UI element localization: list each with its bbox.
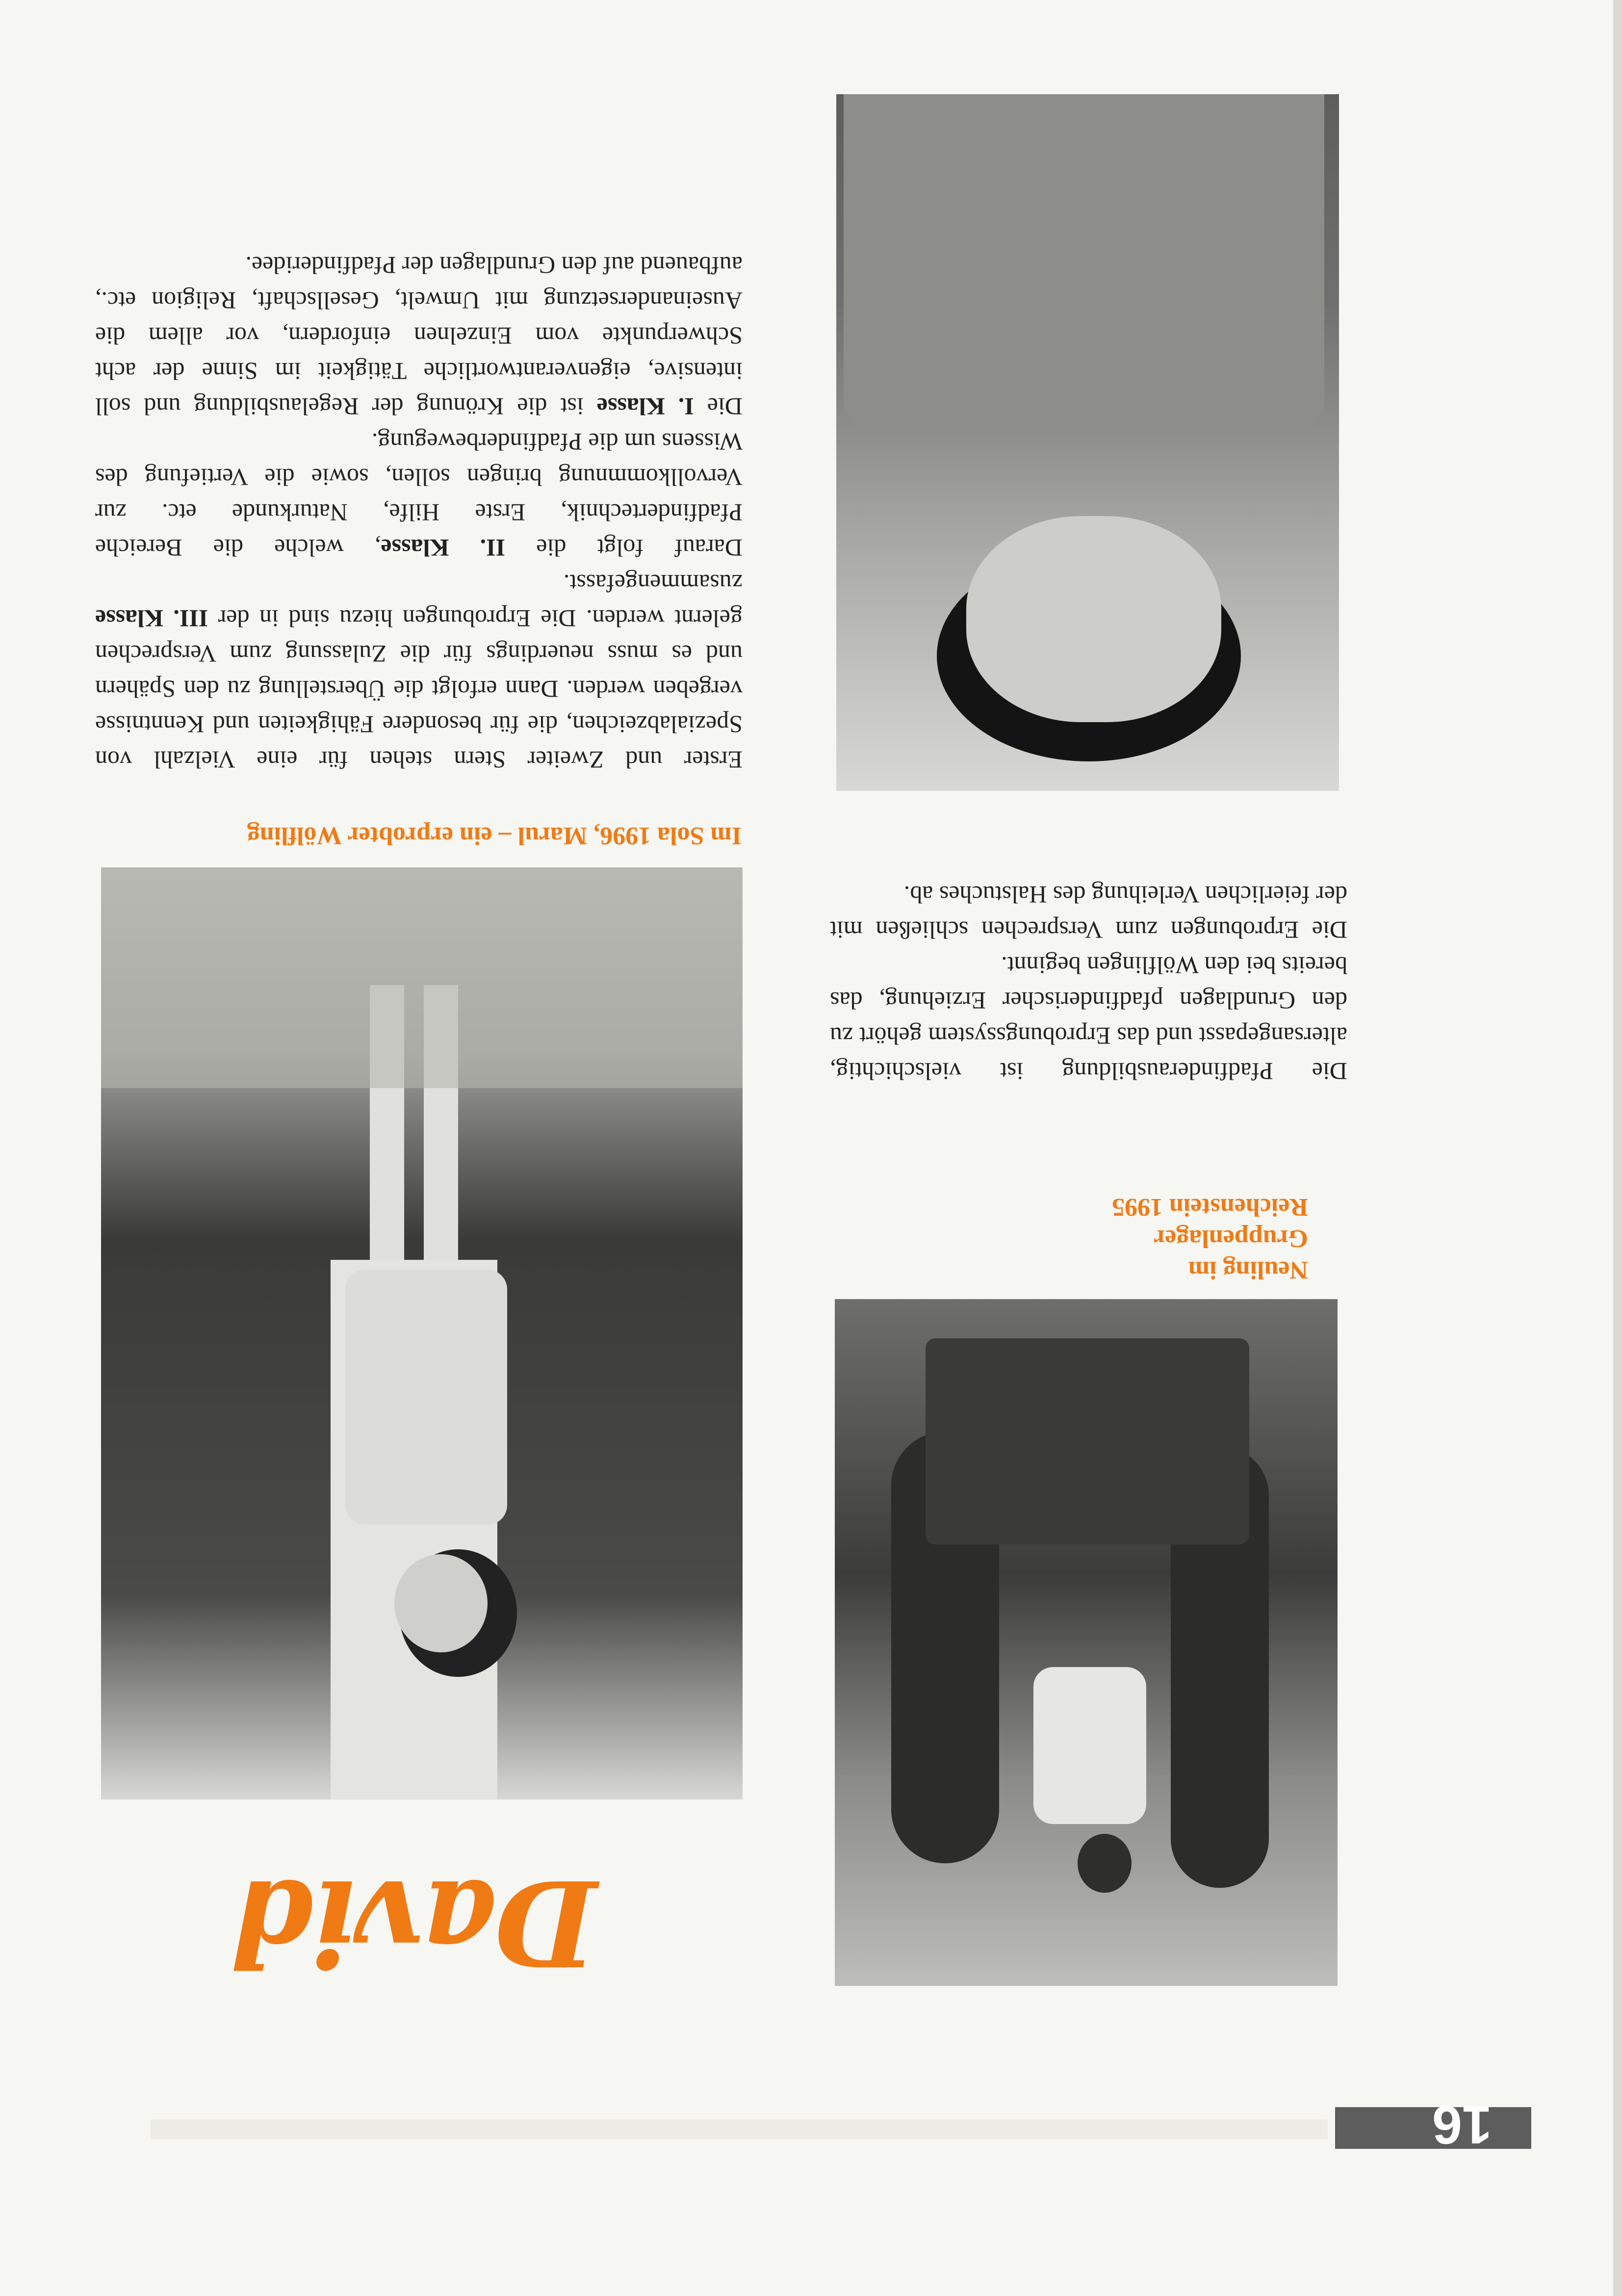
body-text xyxy=(95,248,743,778)
body-paragraph-3-end: ist die Krönung der Regelausbildung und soll intensive, eigenverantwortliche Tätigkeit im Sinne der acht Schwerpunkte vom Einzelnen einfordern, vor allem die Auseinandersetzung mit Umwelt, Gesellschaft, Religion etc., aufbauend auf den Grundlagen der Pfadfinderidee. xyxy=(95,252,743,420)
page-edge xyxy=(1613,0,1622,2296)
photo-boy-in-garden xyxy=(101,867,743,1800)
body-paragraph-3-start: Die xyxy=(707,393,743,420)
class-one-label: I. Klasse xyxy=(596,393,694,420)
photo-laughing-boy xyxy=(836,94,1339,791)
caption-top-photo: Neuling im Gruppenlager Reichenstein 1995 xyxy=(1111,1193,1308,1284)
page-number: 16 xyxy=(1432,2094,1492,2155)
class-three-label: III. Klasse xyxy=(95,605,208,632)
body-paragraph-2-start: Darauf folgt die xyxy=(536,534,743,562)
caption-middle-photo: Im Sola 1996, Marul – ein erprobter Wölfling xyxy=(247,822,742,850)
class-two-label: II. Klasse xyxy=(381,534,505,562)
body-paragraph-2 xyxy=(95,424,743,566)
photo-boy-with-backpacks xyxy=(835,1299,1338,1986)
body-paragraph-3 xyxy=(95,248,743,424)
intro-text xyxy=(830,877,1347,1089)
body-paragraph-1 xyxy=(95,566,743,778)
signature-david: David xyxy=(232,1853,597,1992)
body-paragraph-1-end: zusammengefasst. xyxy=(563,570,743,597)
body-paragraph-2-end: , welche die Bereiche Pfadfindertechnik, Erste Hilfe, Naturkunde etc. zur Vervollkommnung bringen sollen, sowie die Vertiefung des Wissens um die Pfadfinderbewegung. xyxy=(95,428,743,562)
bleed-through-text xyxy=(151,2119,1328,2139)
intro-paragraph-1: Die Pfadfinderausbildung ist vielschichtig, altersangepasst und das Erprobungssystem gehört zu den Grundlagen pfadfinderischer Erziehung, das bereits bei den Wölflingen beginnt. xyxy=(830,952,1347,1085)
body-paragraph-1-text: Erster und Zweiter Stern stehen für eine Vielzahl von Spezialabzeichen, die für besondere Fähigkeiten und Kenntnisse vergeben werden. Dann erfolgt die Überstellung zu den Spähern und es muss neuerdings für die Zulassung zum Versprechen gelernt werden. Die Erprobungen hiezu sind in der xyxy=(95,605,743,774)
intro-paragraph-2: Die Erprobungen zum Versprechen schließen mit der feierlichen Verleihung des Halstuches ab. xyxy=(830,881,1347,944)
